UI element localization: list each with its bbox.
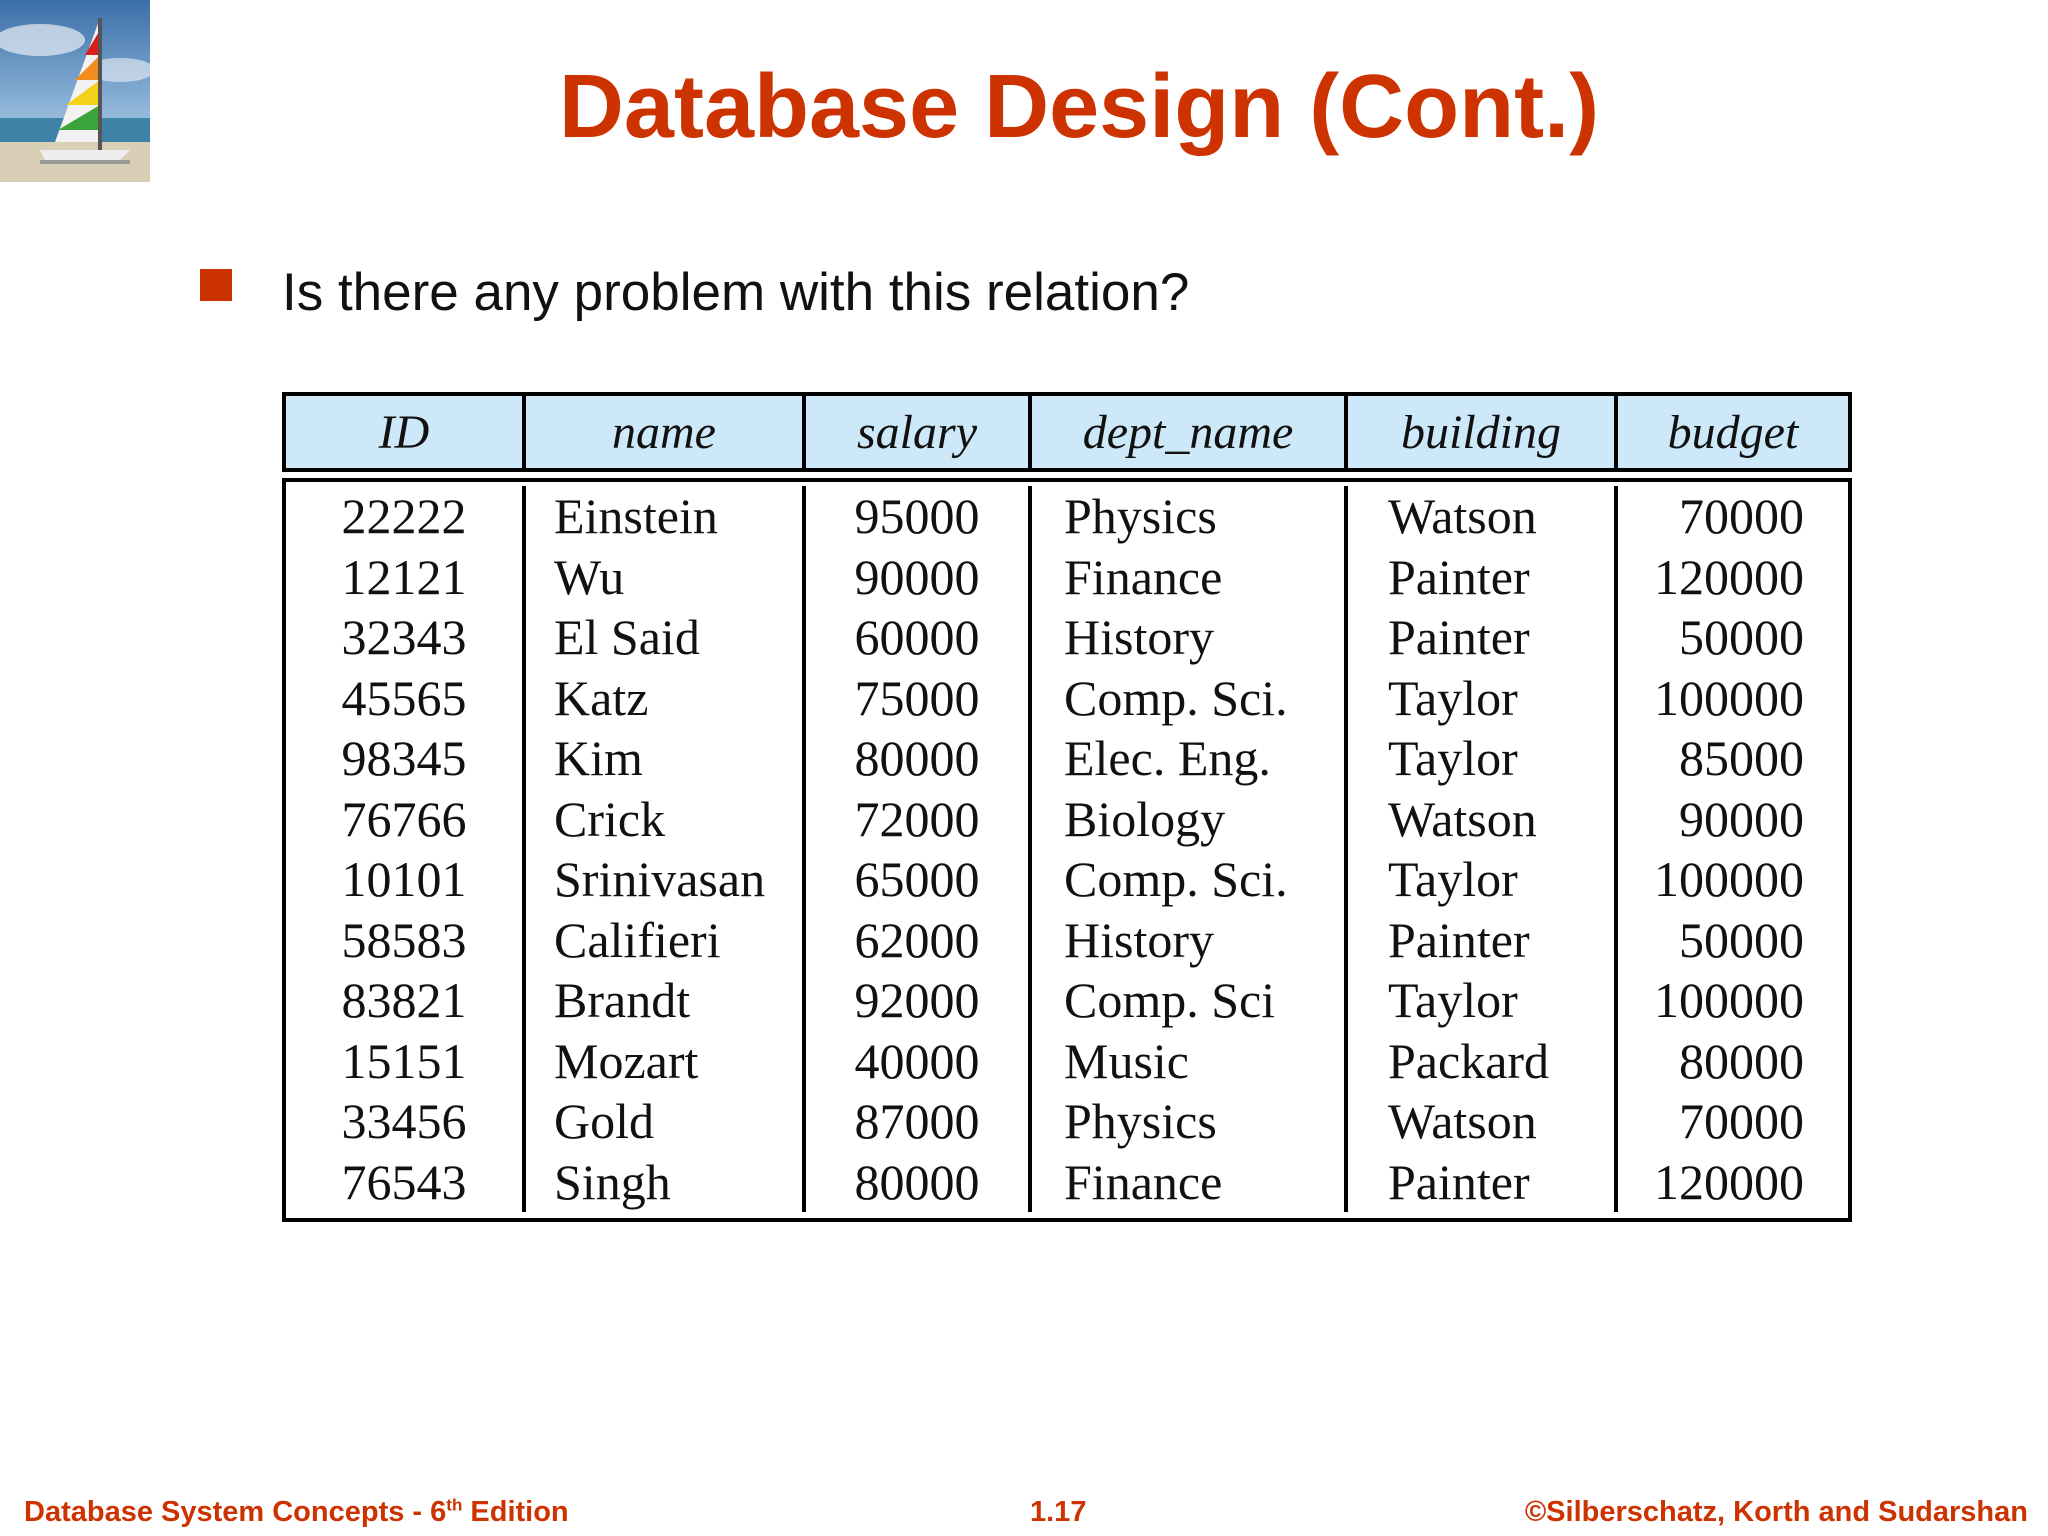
table-cell: 76766 xyxy=(341,790,467,847)
table-cell: 50000 xyxy=(1679,609,1804,665)
table-cell: 62000 xyxy=(854,911,980,968)
table-cell: Singh xyxy=(554,1153,671,1210)
table-cell: Taylor xyxy=(1388,972,1518,1028)
table-cell: Watson xyxy=(1388,488,1537,544)
table-cell: 87000 xyxy=(854,1093,980,1149)
table-cell: Brandt xyxy=(554,972,691,1028)
table-cell: Finance xyxy=(1064,548,1223,605)
header-dept-name: dept_name xyxy=(1032,396,1348,468)
table-cell: Srinivasan xyxy=(554,851,766,907)
table-cell: 70000 xyxy=(1679,1093,1804,1149)
table-cell: 120000 xyxy=(1654,1153,1804,1210)
table-cell: 100000 xyxy=(1654,972,1804,1028)
table-cell: 100000 xyxy=(1654,851,1804,907)
table-cell: Comp. Sci. xyxy=(1064,851,1288,907)
table-cell: 80000 xyxy=(1679,1032,1804,1089)
table-cell: Califieri xyxy=(554,911,721,968)
table-cell: Painter xyxy=(1388,548,1530,605)
column-dept-name xyxy=(1032,486,1348,1212)
table-cell: 45565 xyxy=(341,669,467,726)
table-cell: Painter xyxy=(1388,1153,1530,1210)
table-cell: 33456 xyxy=(341,1093,467,1149)
table-cell: Kim xyxy=(554,730,643,786)
table-cell: 95000 xyxy=(854,488,980,544)
header-salary: salary xyxy=(806,396,1032,468)
table-cell: 83821 xyxy=(341,972,467,1028)
column-salary xyxy=(806,486,1032,1212)
table-cell: 85000 xyxy=(1679,730,1804,786)
header-budget: budget xyxy=(1667,405,1799,459)
header-id: ID xyxy=(286,396,526,468)
table-cell: 22222 xyxy=(341,488,467,544)
table-cell: Elec. Eng. xyxy=(1064,730,1271,786)
column-id xyxy=(286,486,526,1212)
table-cell: 120000 xyxy=(1654,548,1804,605)
table-cell: 75000 xyxy=(854,669,980,726)
table-cell: Einstein xyxy=(554,488,718,544)
table-cell: Crick xyxy=(554,790,666,847)
table-cell: Packard xyxy=(1388,1032,1550,1089)
footer-left-prefix: Database System Concepts - 6 xyxy=(24,1496,447,1528)
table-cell: 10101 xyxy=(341,851,467,907)
table-cell: Mozart xyxy=(554,1032,699,1089)
table-cell: Watson xyxy=(1388,790,1537,847)
table-cell: El Said xyxy=(554,609,700,665)
table-cell: History xyxy=(1064,609,1214,665)
table-cell: 72000 xyxy=(854,790,980,847)
footer-left-suffix: Edition xyxy=(462,1496,569,1528)
slide-title: Database Design (Cont.) xyxy=(558,57,1600,157)
table-cell: History xyxy=(1064,911,1214,968)
table-cell: 65000 xyxy=(854,851,980,907)
table-cell: Taylor xyxy=(1388,730,1518,786)
table-cell: 40000 xyxy=(854,1032,980,1089)
table-cell: 70000 xyxy=(1679,488,1804,544)
table-cell: 12121 xyxy=(341,548,467,605)
table-cell: Finance xyxy=(1064,1153,1223,1210)
table-cell: 58583 xyxy=(341,911,467,968)
table-cell: 100000 xyxy=(1654,669,1804,726)
table-cell: Physics xyxy=(1064,1093,1217,1149)
footer-page-number: 1.17 xyxy=(1030,1496,1087,1528)
header-name: name xyxy=(526,396,806,468)
table-cell: Painter xyxy=(1388,911,1530,968)
footer-book-title xyxy=(24,1496,569,1529)
column-name xyxy=(526,486,806,1212)
table-cell: 90000 xyxy=(1679,790,1804,847)
footer-copyright: ©Silberschatz, Korth and Sudarshan xyxy=(1524,1496,2028,1528)
square-bullet-icon xyxy=(200,269,232,301)
table-cell: Gold xyxy=(554,1093,654,1149)
bullet-point xyxy=(200,262,1189,322)
footer-left-sup: th xyxy=(446,1495,463,1515)
table-cell: 80000 xyxy=(854,1153,980,1210)
column-building xyxy=(1348,486,1618,1212)
column-budget xyxy=(1618,486,1848,1212)
table-cell: Taylor xyxy=(1388,669,1518,726)
bullet-text: Is there any problem with this relation? xyxy=(282,262,1190,322)
table-cell: Music xyxy=(1064,1032,1189,1089)
table-cell: 90000 xyxy=(854,548,980,605)
table-cell: Katz xyxy=(554,669,649,726)
table-cell: Wu xyxy=(554,548,625,605)
table-cell: Physics xyxy=(1064,488,1217,544)
table-body xyxy=(282,478,1852,1222)
table-cell: 50000 xyxy=(1679,911,1804,968)
header-building: building xyxy=(1348,396,1618,468)
table-cell: 15151 xyxy=(341,1032,467,1089)
table-cell: Painter xyxy=(1388,609,1530,665)
table-cell: 98345 xyxy=(341,730,467,786)
table-cell: 76543 xyxy=(341,1153,467,1210)
table-cell: Comp. Sci. xyxy=(1064,669,1288,726)
table-cell: Biology xyxy=(1064,790,1226,847)
table-cell: Comp. Sci xyxy=(1064,972,1276,1028)
table-header xyxy=(282,392,1852,472)
table-cell: 92000 xyxy=(854,972,980,1028)
table-cell: Watson xyxy=(1388,1093,1537,1149)
table-cell: 60000 xyxy=(854,609,980,665)
relation-table xyxy=(282,392,1852,1222)
table-cell: Taylor xyxy=(1388,851,1518,907)
table-cell: 80000 xyxy=(854,730,980,786)
table-cell: 32343 xyxy=(341,609,467,665)
